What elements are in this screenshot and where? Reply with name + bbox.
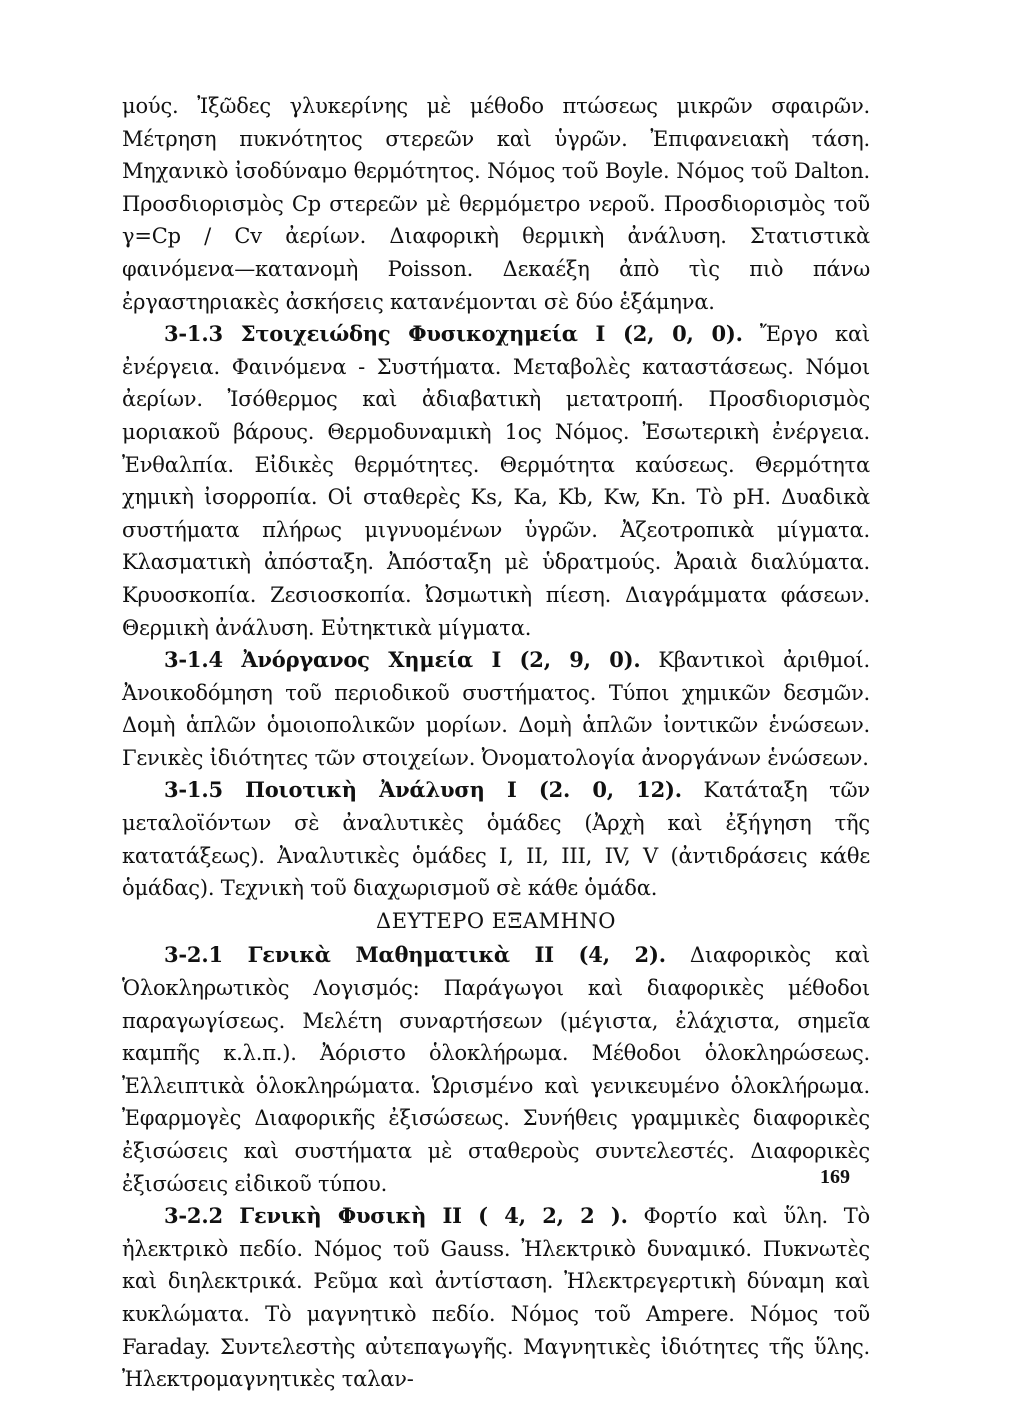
paragraph-intro	[122, 90, 870, 318]
paragraph-text: Κατάταξη τῶν μεταλοϊόντων σὲ ἀναλυτικὲς ὁμάδες (Ἀρχὴ καὶ ἐξήγηση τῆς κατατάξεως). Ἀναλυτικὲς ὁμάδες Ι, ΙΙ, ΙΙΙ, ΙV, V (ἀντιδράσεις κάθε ὁμάδας). Τεχνικὴ τοῦ διαχωρισμοῦ σὲ κάθε ὁμάδα.	[122, 778, 870, 901]
paragraph-course-3-1-3	[122, 318, 870, 644]
paragraph-course-3-1-4	[122, 644, 870, 774]
course-heading: 3-1.4 Ἀνόργανος Χημεία Ι (2, 9, 0).	[164, 647, 641, 673]
course-heading: 3-1.5 Ποιοτικὴ Ἀνάλυση Ι (2. 0, 12).	[164, 777, 682, 803]
paragraph-course-3-2-1	[122, 939, 870, 1200]
paragraph-course-3-2-2	[122, 1200, 870, 1396]
paragraph-text: Ἔργο καὶ ἐνέργεια. Φαινόμενα - Συστήματα. Μεταβολὲς καταστάσεως. Νόμοι ἀερίων. Ἰσόθερμος καὶ ἀδιαβατικὴ μετατροπή. Προσδιορισμὸς μοριακοῦ βάρους. Θερμοδυναμικὴ 1ος Νόμος. Ἐσωτερικὴ ἐνέργεια. Ἐνθαλπία. Εἰδικὲς θερμότητες. Θερμότητα καύσεως. Θερμότητα χημικὴ ἰσορροπία. Οἱ σταθερὲς Ks, Ka, Kb, Kw, Kn. Τὸ pH. Δυαδικὰ συστήματα πλήρως μιγνυομένων ὑγρῶν. Ἀζεοτροπικὰ μίγματα. Κλασματικὴ ἀπόσταξη. Ἀπόσταξη μὲ ὑδρατμούς. Ἀραιὰ διαλύματα. Κρυοσκοπία. Ζεσιοσκοπία. Ὠσμωτικὴ πίεση. Διαγράμματα φάσεων. Θερμικὴ ἀνάλυση. Εὐτηκτικὰ μίγματα.	[122, 322, 870, 640]
section-title: ΔΕΥΤΕΡΟ ΕΞΑΜΗΝΟ	[376, 908, 616, 933]
paragraph-text: Κβαντικοὶ ἀριθμοί. Ἀνοικοδόμηση τοῦ περιοδικοῦ συστήματος. Τύποι χημικῶν δεσμῶν. Δομὴ ἁπλῶν ὁμοιοπολικῶν μορίων. Δομὴ ἁπλῶν ἰοντικῶν ἑνώσεων. Γενικὲς ἰδιότητες τῶν στοιχείων. Ὀνοματολογία ἀνοργάνων ἑνώσεων.	[122, 648, 870, 770]
paragraph-text: μούς. Ἰξῶδες γλυκερίνης μὲ μέθοδο πτώσεως μικρῶν σφαιρῶν. Μέτρηση πυκνότητος στερεῶν καὶ ὑγρῶν. Ἐπιφανειακὴ τάση. Μηχανικὸ ἰσοδύναμο θερμότητος. Νόμος τοῦ Boyle. Νόμος τοῦ Dalton. Προσδιορισμὸς Cp στερεῶν μὲ θερμόμετρο νεροῦ. Προσδιορισμὸς τοῦ γ=Cp / Cv ἀερίων. Διαφορικὴ θερμικὴ ἀνάλυση. Στατιστικὰ φαινόμενα—κατανομὴ Poisson. Δεκαέξη ἀπὸ τὶς πιὸ πάνω ἐργαστηριακὲς ἀσκήσεις κατανέμονται σὲ δύο ἑξάμηνα.	[122, 94, 870, 314]
page-body	[122, 90, 870, 1396]
course-heading: 3-2.1 Γενικὰ Μαθηματικὰ ΙΙ (4, 2).	[164, 942, 666, 968]
course-heading: 3-1.3 Στοιχειώδης Φυσικοχημεία Ι (2, 0, 0).	[164, 321, 743, 347]
page-number: 169	[820, 1166, 850, 1188]
paragraph-text: Φορτίο καὶ ὕλη. Τὸ ἠλεκτρικὸ πεδίο. Νόμος τοῦ Gauss. Ἠλεκτρικὸ δυναμικό. Πυκνωτὲς καὶ διηλεκτρικά. Ρεῦμα καὶ ἀντίσταση. Ἠλεκτρεγερτικὴ δύναμη καὶ κυκλώματα. Τὸ μαγνητικὸ πεδίο. Νόμος τοῦ Ampere. Νόμος τοῦ Faraday. Συντελεστὴς αὐτεπαγωγῆς. Μαγνητικὲς ἰδιότητες τῆς ὕλης. Ἠλεκτρομαγνητικὲς ταλαν-	[122, 1204, 870, 1392]
paragraph-course-3-1-5	[122, 774, 870, 904]
course-heading: 3-2.2 Γενικὴ Φυσικὴ ΙΙ ( 4, 2, 2 ).	[164, 1203, 628, 1229]
paragraph-text: Διαφορικὸς καὶ Ὁλοκληρωτικὸς Λογισμός: Παράγωγοι καὶ διαφορικὲς μέθοδοι παραγωγίσεως. Μελέτη συναρτήσεων (μέγιστα, ἐλάχιστα, σημεῖα καμπῆς κ.λ.π.). Ἀόριστο ὁλοκλήρωμα. Μέθοδοι ὁλοκληρώσεως. Ἐλλειπτικὰ ὁλοκληρώματα. Ὡρισμένο καὶ γενικευμένο ὁλοκλήρωμα. Ἐφαρμογὲς Διαφορικῆς ἐξισώσεως. Συνήθεις γραμμικὲς διαφορικὲς ἐξισώσεις καὶ συστήματα μὲ σταθεροὺς συντελεστές. Διαφορικὲς ἐξισώσεις εἰδικοῦ τύπου.	[122, 943, 870, 1196]
